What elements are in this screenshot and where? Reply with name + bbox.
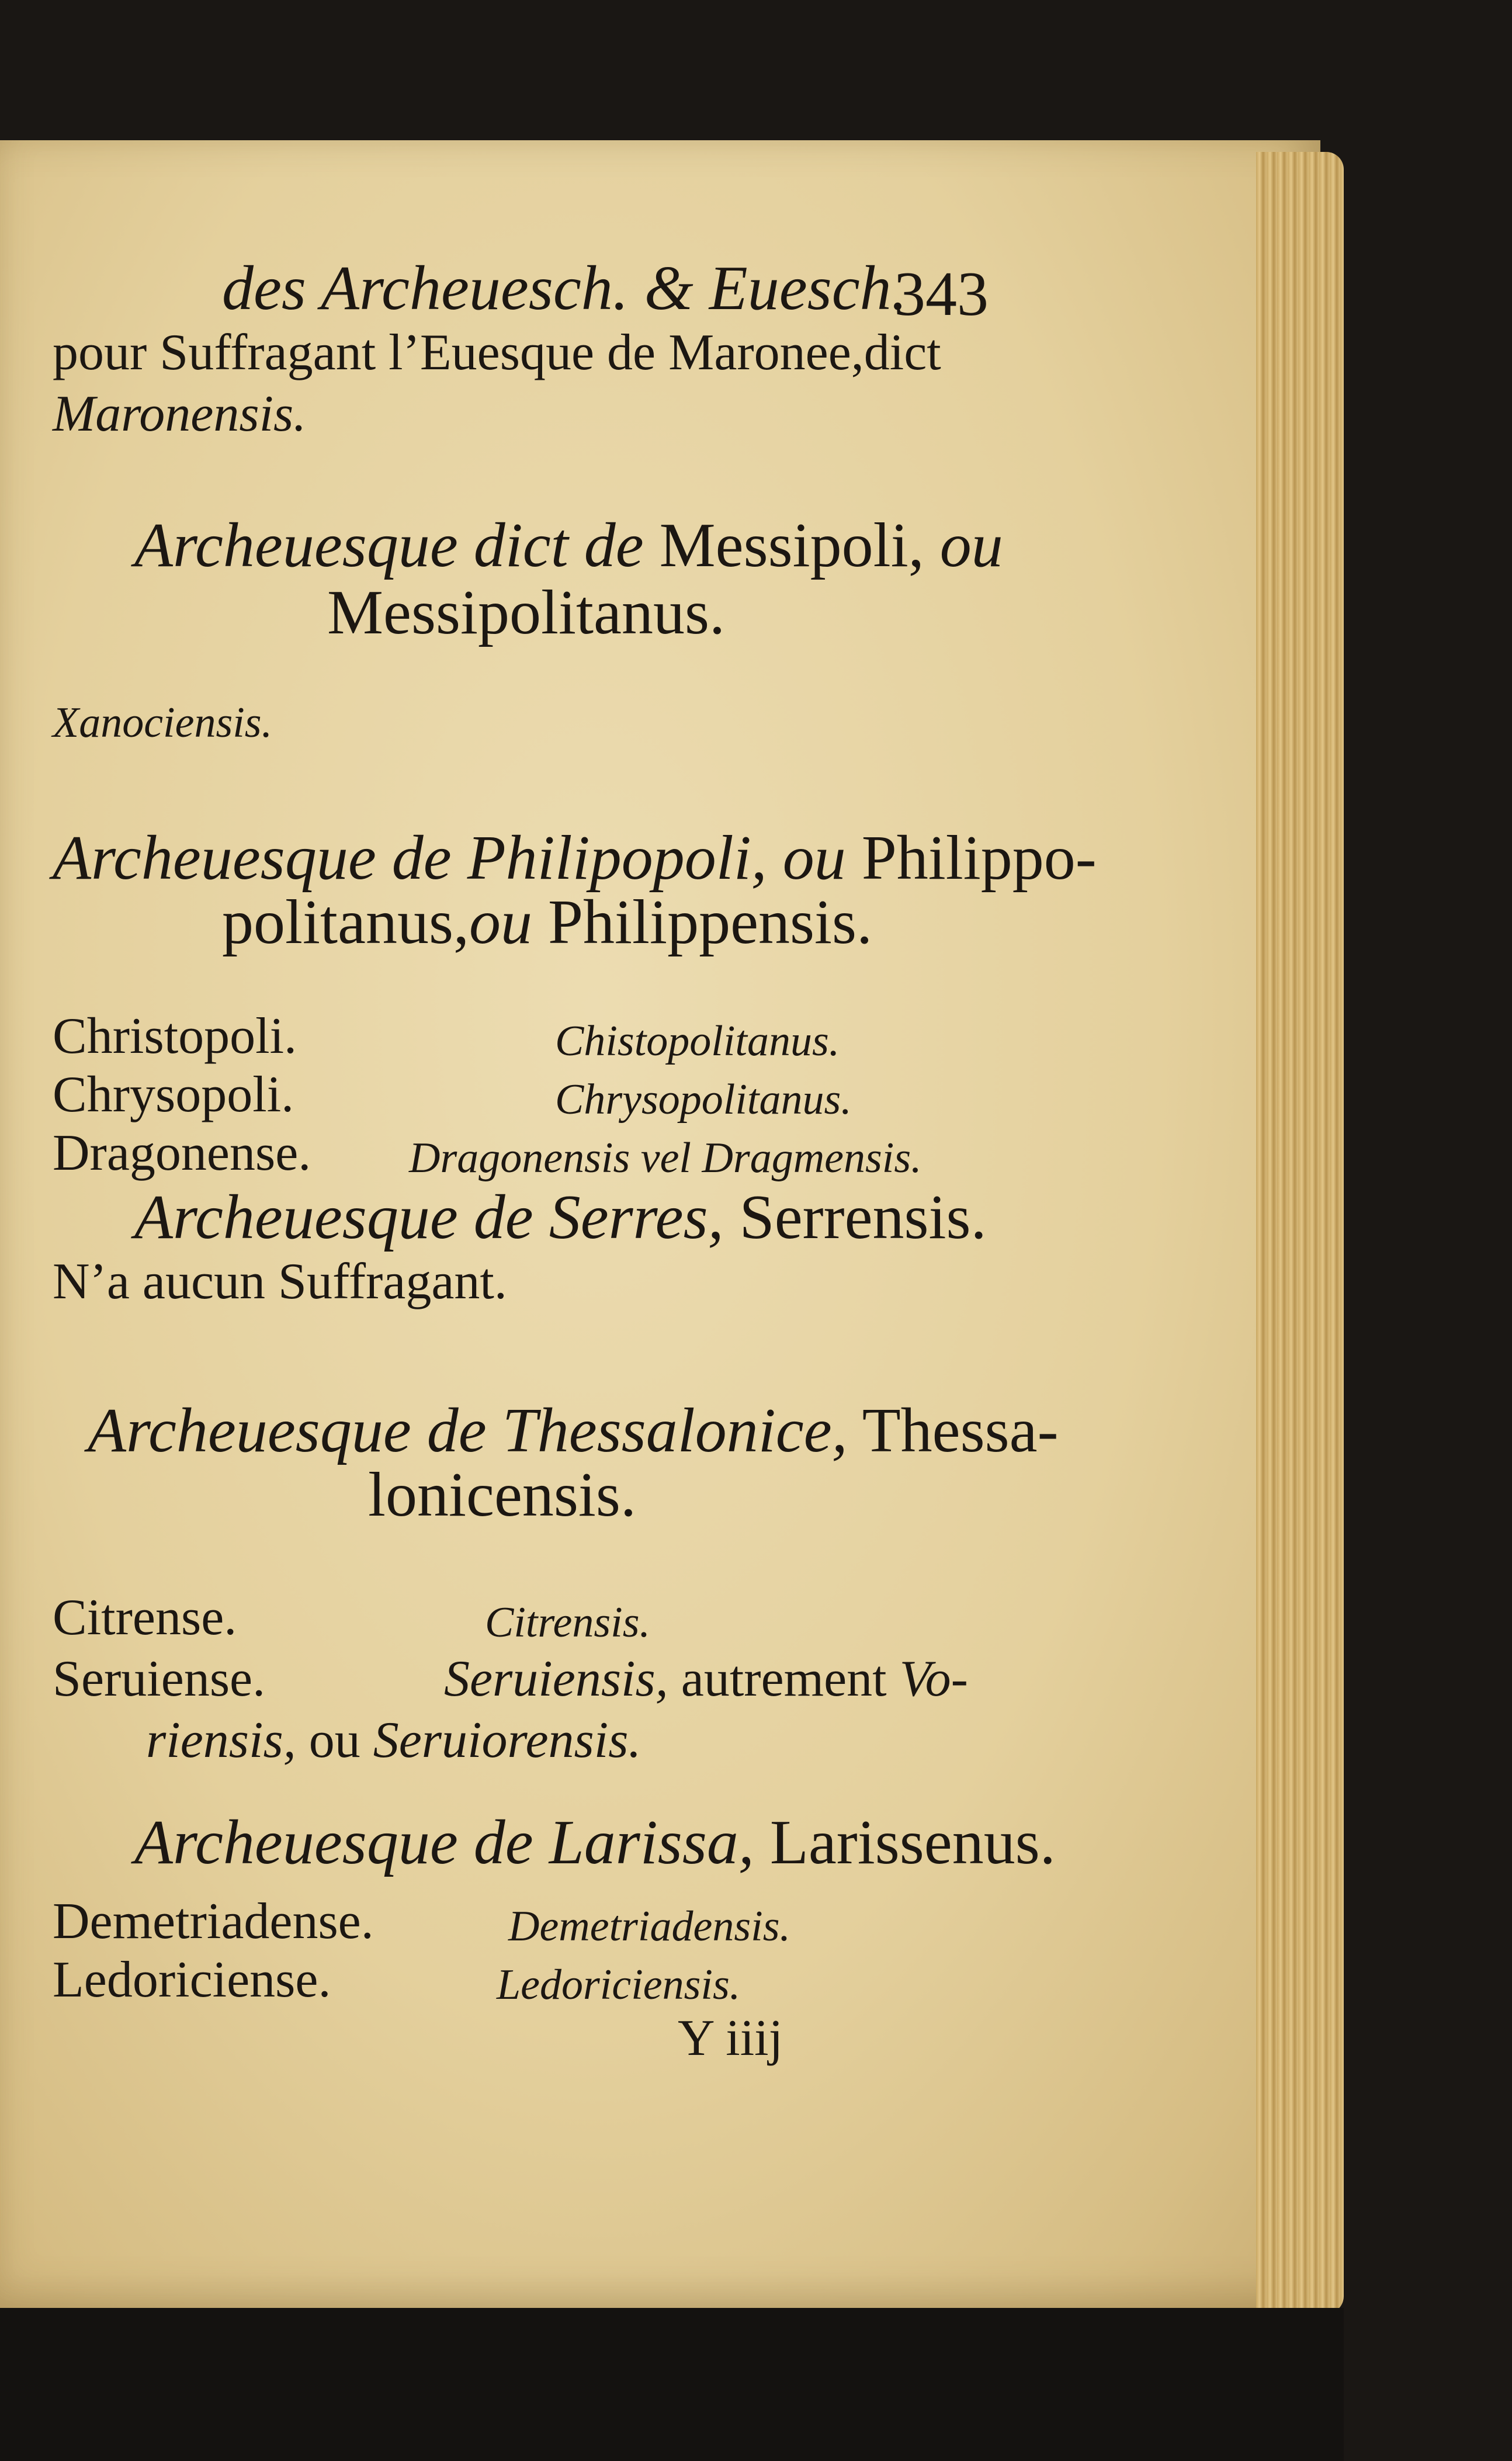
vo: Vo-: [899, 1651, 968, 1707]
heading-thessalonice-line2: lonicensis.: [368, 1460, 636, 1530]
row-voriensis: [146, 1712, 641, 1769]
heading-serres: [134, 1183, 987, 1252]
heading-messipoli-ou: ou: [939, 511, 1003, 580]
politanus: politanus,: [222, 888, 469, 957]
seruiensis: Seruiensis,: [444, 1651, 668, 1707]
row-chrysopoli-fr: Chrysopoli.: [53, 1066, 294, 1123]
heading-messipoli-italic: Archeuesque dict de: [134, 511, 644, 580]
heading-larissa-italic: Archeuesque de Larissa,: [134, 1808, 754, 1877]
row-christopoli-la: Chistopolitanus.: [555, 1017, 840, 1065]
row-citrense-la: Citrensis.: [485, 1599, 651, 1647]
heading-thessalonice-latin: Thessa-: [862, 1396, 1059, 1465]
no-suffragant: N’a aucun Suffragant.: [53, 1253, 507, 1310]
heading-messipoli: [134, 511, 1003, 580]
heading-philipopoli-line2: [222, 888, 873, 957]
row-citrense-fr: Citrense.: [53, 1589, 237, 1646]
row-chrysopoli-la: Chrysopolitanus.: [555, 1076, 852, 1124]
row-dragonense-la: Dragonensis vel Dragmensis.: [409, 1134, 922, 1182]
politanus-ou: ou: [469, 888, 532, 957]
autrement: autrement: [681, 1651, 887, 1707]
voriensis: riensis,: [146, 1712, 296, 1769]
row-demetriadense-la: Demetriadensis.: [508, 1902, 790, 1950]
heading-thessalonice: [88, 1396, 1059, 1465]
heading-larissa: [134, 1808, 1056, 1877]
running-title: des Archeuesch. & Euesch.: [222, 254, 907, 323]
page-number: 343: [894, 259, 989, 329]
heading-serres-italic: Archeuesque de Serres,: [134, 1183, 724, 1252]
heading-philipopoli-ou: ou: [782, 823, 846, 893]
bottom-shadow: [0, 2308, 1344, 2461]
row-ledoriciense-fr: Ledoriciense.: [53, 1952, 331, 2008]
ou-word: ou: [308, 1712, 360, 1769]
heading-messipoli-name: Messipoli,: [659, 511, 924, 580]
row-seruiense-la: [444, 1651, 968, 1707]
heading-larissa-latin: Larissenus.: [769, 1808, 1056, 1877]
row-christopoli-fr: Christopoli.: [53, 1008, 297, 1065]
xanociensis: Xanociensis.: [53, 699, 273, 747]
row-dragonense-fr: Dragonense.: [53, 1125, 311, 1181]
philippensis: Philippensis.: [547, 888, 873, 957]
heading-philipopoli-latin: Philippo-: [861, 823, 1097, 893]
line-1: pour Suffragant l’Euesque de Maronee,dict: [53, 324, 941, 381]
line-2: Maronensis.: [53, 386, 307, 442]
signature-mark: Y iiij: [678, 2010, 783, 2067]
heading-serres-latin: Serrensis.: [739, 1183, 987, 1252]
page-edges: [1256, 152, 1344, 2314]
row-demetriadense-fr: Demetriadense.: [53, 1893, 374, 1950]
heading-messipoli-latin: Messipolitanus.: [327, 578, 726, 647]
heading-philipopoli-italic: Archeuesque de Philipopoli,: [53, 823, 767, 893]
row-ledoriciense-la: Ledoriciensis.: [497, 1961, 741, 2009]
heading-thessalonice-italic: Archeuesque de Thessalonice,: [88, 1396, 848, 1465]
seruiorensis: Seruiorensis.: [373, 1712, 641, 1769]
heading-philipopoli: [53, 823, 1097, 893]
row-seruiense-fr: Seruiense.: [53, 1651, 266, 1707]
